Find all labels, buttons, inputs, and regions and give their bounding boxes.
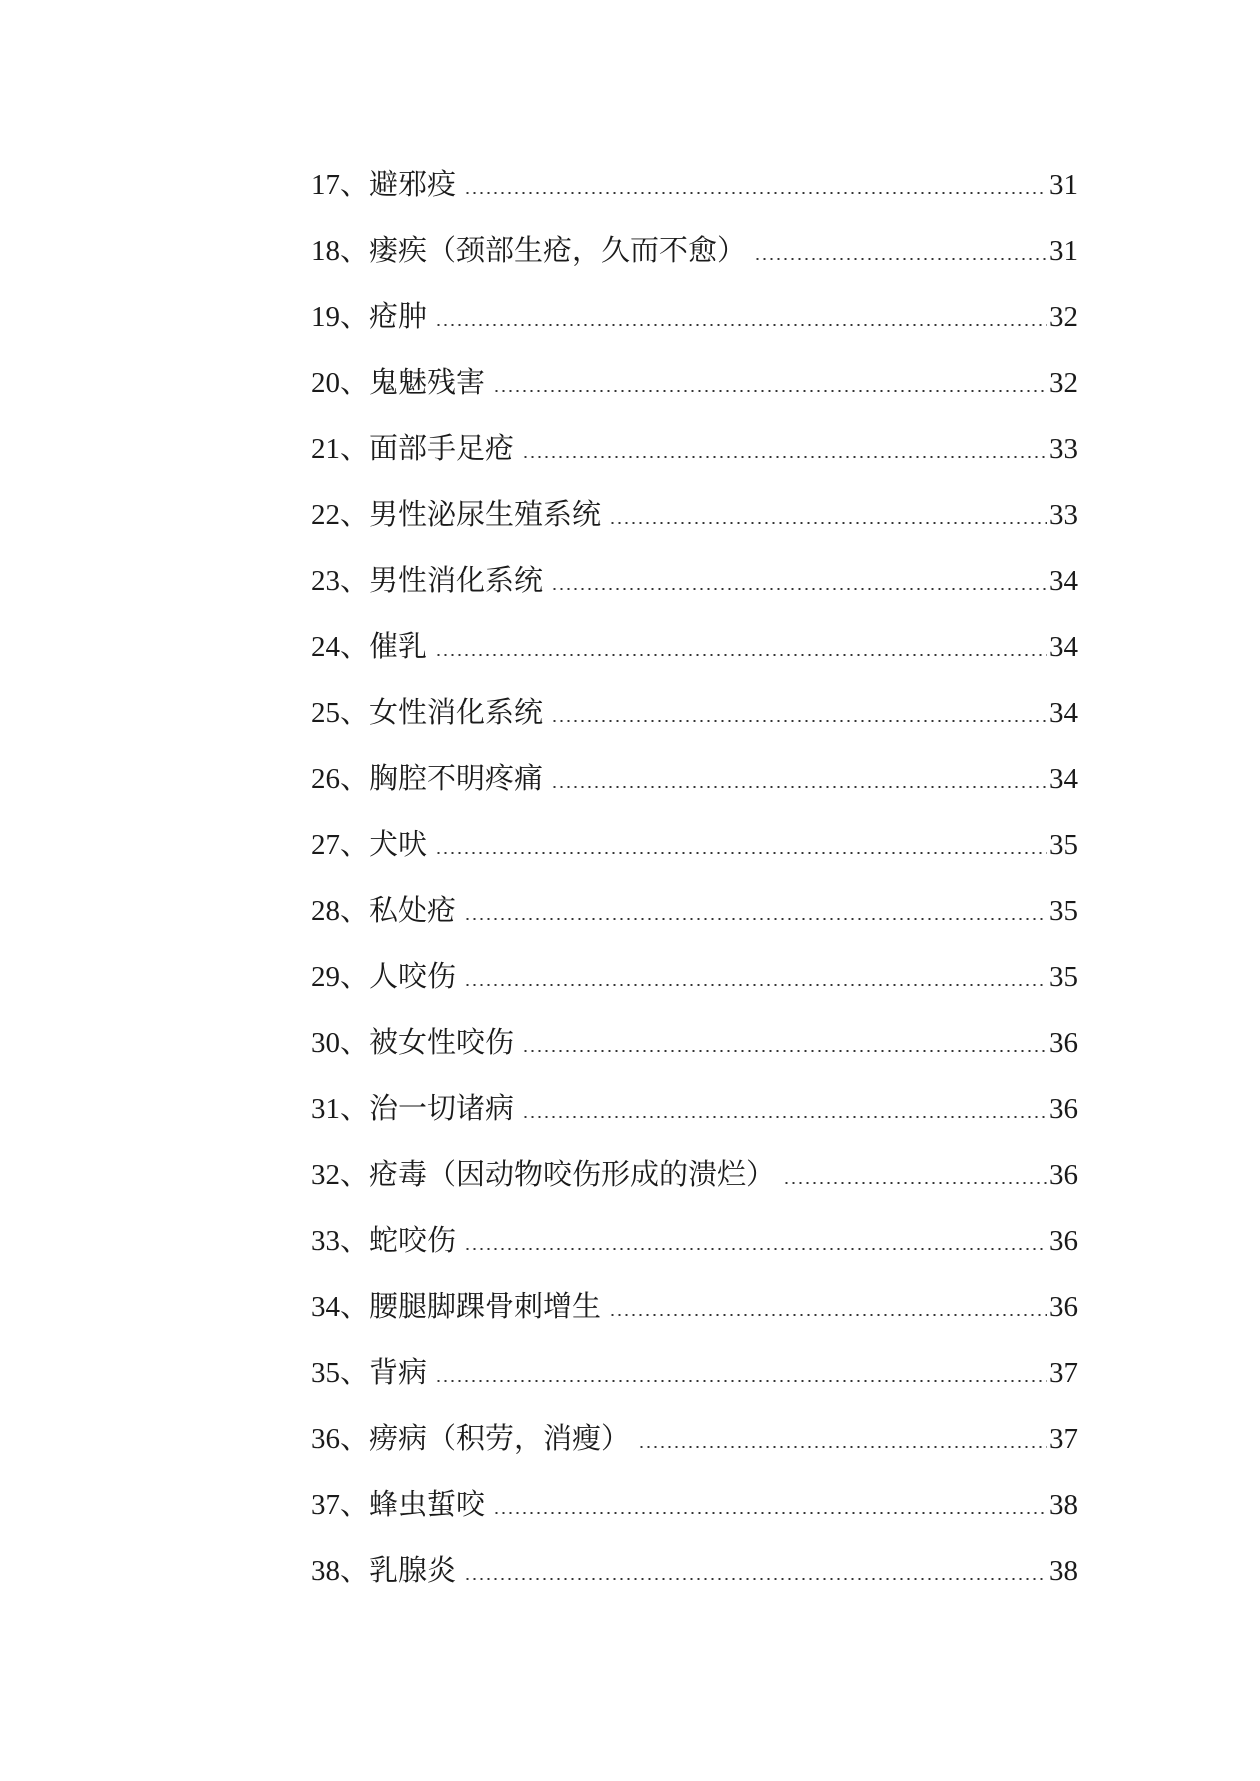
dot-leader [551,786,1047,788]
toc-entry[interactable] [311,1282,1078,1348]
dot-leader [435,852,1047,854]
entry-number: 18、 [311,235,370,267]
entry-number: 22、 [311,499,370,531]
entry-title: 避邪疫 [369,167,457,201]
entry-page-number: 34 [1049,631,1078,663]
entry-page-number: 35 [1049,829,1078,861]
dot-leader [464,918,1047,920]
entry-title: 蜂虫蜇咬 [369,1487,486,1521]
entry-title: 鬼魅残害 [369,365,486,399]
entry-title: 人咬伤 [369,959,457,993]
entry-page-number: 32 [1049,367,1078,399]
entry-page-number: 36 [1049,1093,1078,1125]
entry-number: 26、 [311,763,370,795]
toc-entry[interactable] [311,1150,1078,1216]
entry-number: 32、 [311,1159,370,1191]
entry-title: 疮肿 [369,299,428,333]
entry-title: 腰腿脚踝骨刺增生 [369,1289,602,1323]
dot-leader [464,192,1047,194]
dot-leader [464,984,1047,986]
entry-page-number: 34 [1049,697,1078,729]
entry-title: 男性消化系统 [369,563,544,597]
entry-number: 31、 [311,1093,370,1125]
toc-entry[interactable] [311,754,1078,820]
toc-entry[interactable] [311,688,1078,754]
entry-page-number: 35 [1049,961,1078,993]
dot-leader [638,1446,1047,1448]
entry-title: 催乳 [369,629,428,663]
entry-title: 治一切诸病 [369,1091,515,1125]
entry-page-number: 36 [1049,1291,1078,1323]
entry-title: 被女性咬伤 [369,1025,515,1059]
dot-leader [522,1116,1047,1118]
dot-leader [522,1050,1047,1052]
entry-title: 背病 [369,1355,428,1389]
toc-entry[interactable] [311,952,1078,1018]
entry-number: 35、 [311,1357,370,1389]
toc-entry[interactable] [311,1348,1078,1414]
entry-number: 27、 [311,829,370,861]
toc-entry[interactable] [311,358,1078,424]
toc-entry[interactable] [311,1084,1078,1150]
entry-number: 29、 [311,961,370,993]
entry-title: 蛇咬伤 [369,1223,457,1257]
entry-number: 23、 [311,565,370,597]
dot-leader [493,1512,1047,1514]
entry-page-number: 35 [1049,895,1078,927]
dot-leader [551,588,1047,590]
toc-entry[interactable] [311,622,1078,688]
dot-leader [783,1182,1047,1184]
entry-title: 痨病（积劳，消瘦） [369,1421,631,1455]
toc-entry[interactable] [311,226,1078,292]
entry-number: 34、 [311,1291,370,1323]
entry-number: 37、 [311,1489,370,1521]
toc-entry[interactable] [311,820,1078,886]
entry-title: 胸腔不明疼痛 [369,761,544,795]
dot-leader [522,456,1047,458]
toc-entry[interactable] [311,1018,1078,1084]
entry-number: 19、 [311,301,370,333]
entry-page-number: 36 [1049,1225,1078,1257]
toc-entry[interactable] [311,490,1078,556]
entry-title: 私处疮 [369,893,457,927]
toc-entry[interactable] [311,292,1078,358]
toc-entry[interactable] [311,1414,1078,1480]
entry-page-number: 31 [1049,169,1078,201]
entry-number: 36、 [311,1423,370,1455]
toc-entry[interactable] [311,1216,1078,1282]
entry-page-number: 36 [1049,1027,1078,1059]
toc-entry[interactable] [311,1480,1078,1546]
entry-number: 24、 [311,631,370,663]
entry-number: 28、 [311,895,370,927]
dot-leader [609,1314,1047,1316]
entry-page-number: 38 [1049,1555,1078,1587]
toc-entry[interactable] [311,1546,1078,1612]
dot-leader [435,1380,1047,1382]
entry-number: 30、 [311,1027,370,1059]
entry-title: 疮毒（因动物咬伤形成的溃烂） [369,1157,776,1191]
entry-title: 女性消化系统 [369,695,544,729]
table-of-contents [311,160,1078,1612]
toc-entry[interactable] [311,556,1078,622]
entry-page-number: 38 [1049,1489,1078,1521]
toc-entry[interactable] [311,886,1078,952]
entry-page-number: 32 [1049,301,1078,333]
entry-number: 20、 [311,367,370,399]
entry-title: 犬吠 [369,827,428,861]
toc-entry[interactable] [311,160,1078,226]
entry-number: 33、 [311,1225,370,1257]
entry-page-number: 31 [1049,235,1078,267]
dot-leader [754,258,1047,260]
entry-title: 面部手足疮 [369,431,515,465]
dot-leader [551,720,1047,722]
dot-leader [435,654,1047,656]
entry-title: 乳腺炎 [369,1553,457,1587]
dot-leader [464,1578,1047,1580]
dot-leader [609,522,1047,524]
entry-page-number: 33 [1049,433,1078,465]
entry-page-number: 37 [1049,1357,1078,1389]
dot-leader [493,390,1047,392]
entry-title: 男性泌尿生殖系统 [369,497,602,531]
dot-leader [435,324,1047,326]
entry-number: 25、 [311,697,370,729]
toc-entry[interactable] [311,424,1078,490]
entry-page-number: 37 [1049,1423,1078,1455]
entry-page-number: 36 [1049,1159,1078,1191]
entry-number: 38、 [311,1555,370,1587]
entry-page-number: 34 [1049,565,1078,597]
entry-number: 17、 [311,169,370,201]
entry-number: 21、 [311,433,370,465]
entry-title: 瘘疾（颈部生疮，久而不愈） [369,233,747,267]
entry-page-number: 33 [1049,499,1078,531]
entry-page-number: 34 [1049,763,1078,795]
dot-leader [464,1248,1047,1250]
